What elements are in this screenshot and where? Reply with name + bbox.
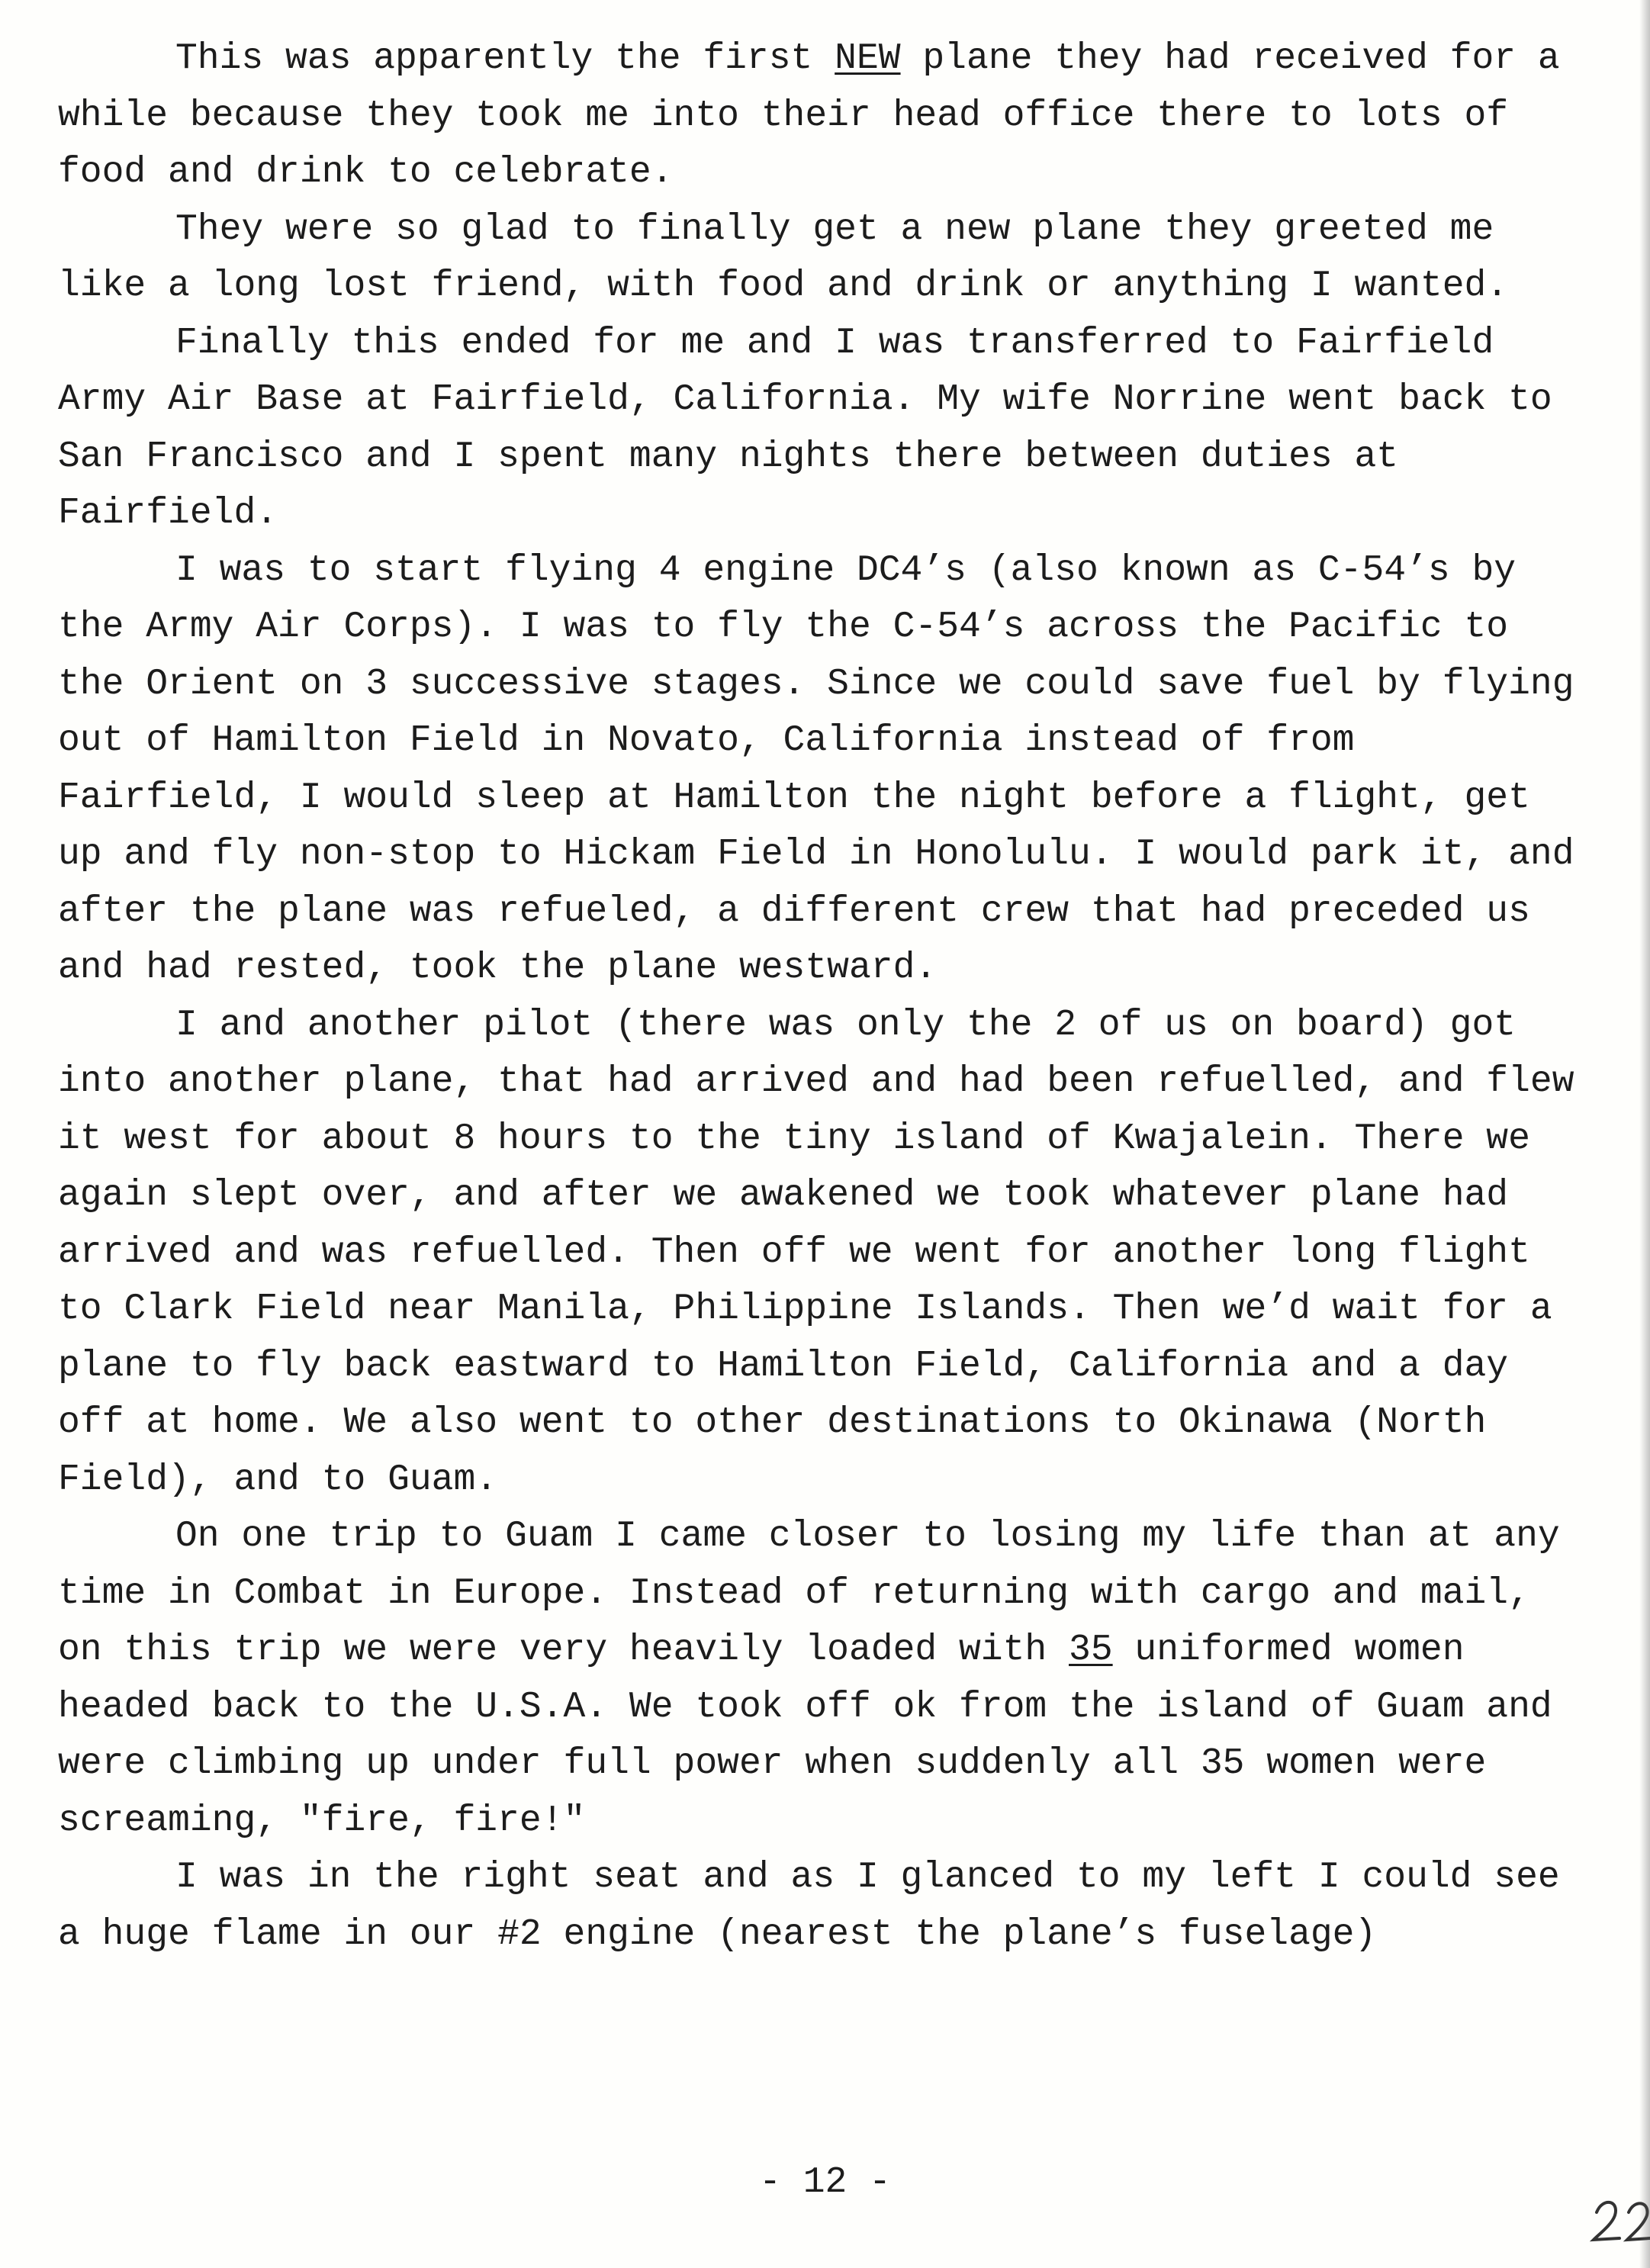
paragraph-7: I was in the right seat and as I glanced to my left I could see a huge flame in our #2 engine (nearest the plane’s fuselage) bbox=[58, 1857, 1560, 1955]
paragraph-6-text-after: uniformed women headed back to the U.S.A. We took off ok from the island of Guam and were climbing up under full power when suddenly all 35 women were screaming, "fire, fire!" bbox=[58, 1629, 1552, 1842]
paragraph-4: I was to start flying 4 engine DC4’s (also known as C-54’s by the Army Air Corps). I was to fly the C-54’s across the Pacific to the Orient on 3 successive stages. Since we could save fuel by flying out of Hamilton Field in Novato, California instead of from Fairfield, I would sleep at Hamilton the night before a flight, get up and fly non-stop to Hickam Field in Honolulu. I would park it, and after the plane was refueled, a different crew that had preceded us and had rested, took the plane westward. bbox=[58, 549, 1574, 989]
paragraph-5: I and another pilot (there was only the 2 of us on board) got into another plane, that had arrived and had been refuelled, and flew it west for about 8 hours to the tiny island of Kwajalein. There we again slept over, and after we awakened we took whatever plane had arrived and was refuelled. Then off we went for another long flight to Clark Field near Manila, Philippine Islands. Then we’d wait for a plane to fly back eastward to Hamilton Field, California and a day off at home. We also went to other destinations to Okinawa (North Field), and to Guam. bbox=[58, 1004, 1574, 1501]
paragraph-6-text-before: On one trip to Guam I came closer to losing my life than at any time in Combat in Europe. Instead of returning with cargo and mail, on this trip we were very heavily loaded with bbox=[58, 1516, 1560, 1671]
paragraph-6 bbox=[58, 1508, 1584, 1849]
page-edge-shadow bbox=[1639, 0, 1650, 2268]
paragraph-1-text-before: This was apparently the first bbox=[175, 38, 835, 79]
paragraph-1 bbox=[58, 31, 1584, 201]
paragraph-1-text-after: plane they had received for a while because they took me into their head office there to lots of food and drink to celebrate. bbox=[58, 38, 1560, 193]
paragraph-3: Finally this ended for me and I was transferred to Fairfield Army Air Base at Fairfield, California. My wife Norrine went back to San Francisco and I spent many nights there between duties at Fairfield. bbox=[58, 322, 1552, 534]
page-number: - 12 - bbox=[759, 2162, 891, 2203]
underlined-35: 35 bbox=[1069, 1629, 1113, 1671]
document-body bbox=[58, 31, 1584, 1963]
paragraph-2: They were so glad to finally get a new plane they greeted me like a long lost friend, with food and drink or anything I wanted. bbox=[58, 208, 1509, 307]
underlined-new: NEW bbox=[835, 38, 901, 79]
